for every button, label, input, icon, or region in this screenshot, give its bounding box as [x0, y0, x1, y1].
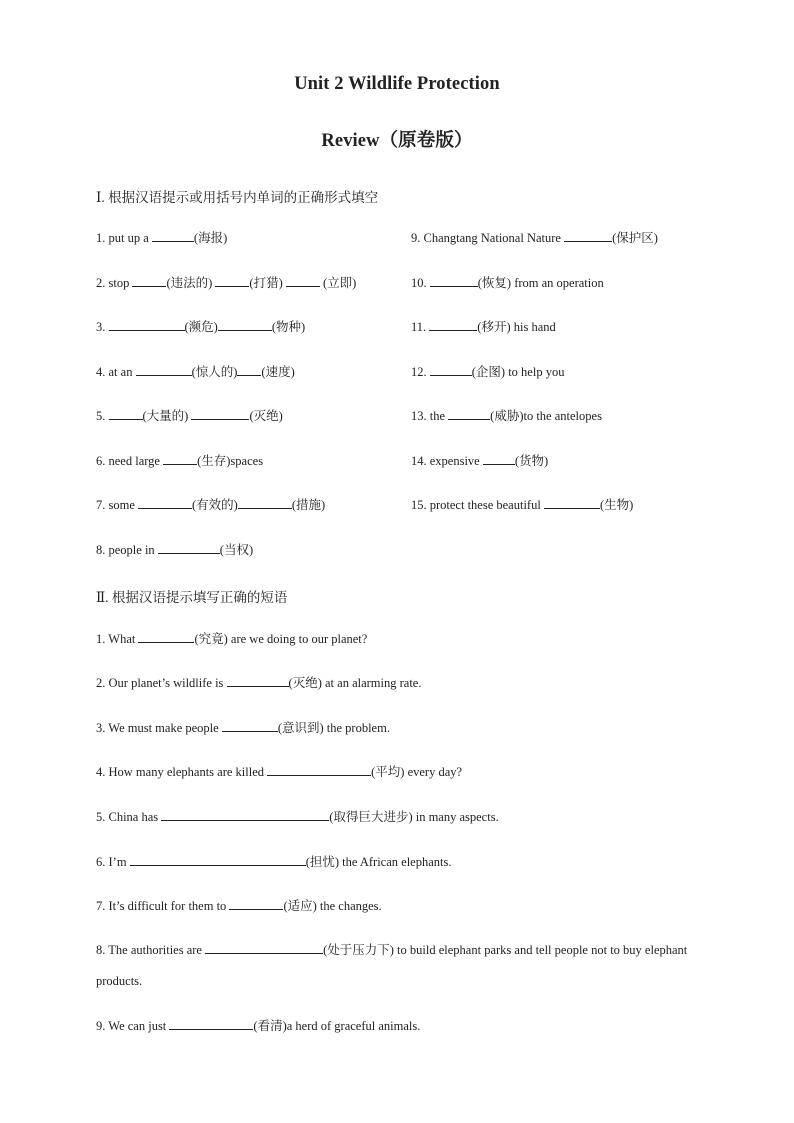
answer-blank[interactable] [483, 453, 515, 465]
item-text: (处于压力下) to build elephant parks and tell people not to buy elephant products. [96, 943, 688, 988]
item-text: 11. [411, 320, 430, 334]
exercise-item [96, 935, 706, 997]
answer-blank[interactable] [430, 364, 472, 376]
item-hint: (当权) [219, 543, 254, 557]
answer-blank[interactable] [267, 764, 371, 776]
item-hint: (保护区) [612, 231, 658, 245]
answer-blank[interactable] [132, 275, 166, 287]
exercise-item [96, 453, 263, 469]
item-text: 3. We must make people [96, 721, 222, 735]
section-2-heading: Ⅱ. 根据汉语提示填写正确的短语 [96, 590, 288, 605]
item-text: 2. Our planet’s wildlife is [96, 676, 227, 690]
item-hint: (货物) [514, 454, 549, 468]
answer-blank[interactable] [448, 408, 490, 420]
item-hint: (生存)spaces [197, 454, 264, 468]
exercise-item [96, 542, 253, 558]
item-hint: (惊人的) [191, 365, 238, 379]
item-hint: (恢复) from an operation [477, 276, 604, 290]
answer-blank[interactable] [138, 631, 194, 643]
exercise-item [411, 408, 602, 424]
item-text: 13. the [411, 409, 449, 423]
item-hint: (威胁)to the antelopes [490, 409, 602, 423]
exercise-item [96, 1018, 420, 1034]
item-text: 7. some [96, 498, 139, 512]
exercise-item [96, 898, 382, 914]
answer-blank[interactable] [138, 497, 192, 509]
item-hint: (海报) [193, 231, 228, 245]
answer-blank[interactable] [227, 675, 289, 687]
item-hint: (濒危) [184, 320, 218, 334]
exercise-item [96, 230, 227, 246]
answer-blank[interactable] [161, 809, 329, 821]
answer-blank[interactable] [215, 275, 249, 287]
item-text: (适应) the changes. [283, 899, 382, 913]
item-hint: (生物) [599, 498, 634, 512]
answer-blank[interactable] [222, 720, 278, 732]
item-hint: (立即) [319, 276, 357, 290]
answer-blank[interactable] [286, 275, 320, 287]
item-hint: (速度) [261, 365, 295, 379]
item-text: 12. [411, 365, 430, 379]
item-text: 9. Changtang National Nature [411, 231, 565, 245]
item-hint: (有效的) [192, 498, 238, 512]
item-hint: (措施) [291, 498, 326, 512]
item-text: 1. What [96, 632, 139, 646]
item-text: 2. stop [96, 276, 133, 290]
exercise-item [411, 497, 633, 513]
exercise-item [96, 675, 421, 691]
answer-blank[interactable] [544, 497, 600, 509]
exercise-item [96, 497, 325, 513]
page-title: Unit 2 Wildlife Protection [294, 74, 500, 94]
answer-blank[interactable] [152, 230, 194, 242]
section-1-heading: Ⅰ. 根据汉语提示或用括号内单词的正确形式填空 [96, 190, 379, 205]
item-text: 1. put up a [96, 231, 152, 245]
item-text: 15. protect these beautiful [411, 498, 544, 512]
item-text: 8. people in [96, 543, 158, 557]
exercise-item [411, 275, 604, 291]
item-hint: (大量的) [142, 409, 192, 423]
item-text: 3. [96, 320, 109, 334]
item-text: 4. at an [96, 365, 136, 379]
answer-blank[interactable] [238, 497, 292, 509]
answer-blank[interactable] [429, 319, 477, 331]
page-subtitle: Review（原卷版） [321, 131, 473, 151]
exercise-item [96, 408, 283, 424]
item-text: 10. [411, 276, 430, 290]
item-text: (意识到) the problem. [277, 721, 390, 735]
item-hint: (移开) his hand [477, 320, 556, 334]
exercise-item [411, 364, 564, 380]
answer-blank[interactable] [191, 408, 249, 420]
answer-blank[interactable] [130, 854, 306, 866]
item-hint: (违法的) [166, 276, 216, 290]
answer-blank[interactable] [169, 1018, 253, 1030]
item-hint: (企图) to help you [471, 365, 565, 379]
item-text: 4. How many elephants are killed [96, 765, 268, 779]
exercise-item [96, 764, 462, 780]
answer-blank[interactable] [430, 275, 478, 287]
exercise-item [96, 854, 451, 870]
exercise-item [96, 319, 305, 335]
item-hint: (灭绝) [249, 409, 283, 423]
exercise-item [96, 275, 356, 291]
item-hint: (打猎) [249, 276, 286, 290]
answer-blank[interactable] [205, 942, 323, 954]
exercise-item [96, 631, 367, 647]
exercise-item [411, 319, 556, 335]
answer-blank[interactable] [163, 453, 197, 465]
answer-blank[interactable] [229, 898, 283, 910]
item-text: 14. expensive [411, 454, 483, 468]
item-text: (灭绝) at an alarming rate. [288, 676, 422, 690]
item-text: (究竟) are we doing to our planet? [194, 632, 368, 646]
item-hint: (物种) [271, 320, 306, 334]
answer-blank[interactable] [109, 319, 185, 331]
item-text: (担忧) the African elephants. [305, 855, 452, 869]
answer-blank[interactable] [136, 364, 192, 376]
item-text: (取得巨大进步) in many aspects. [329, 810, 499, 824]
item-text: 6. need large [96, 454, 164, 468]
item-text: 9. We can just [96, 1019, 170, 1033]
item-text: 8. The authorities are [96, 943, 206, 957]
answer-blank[interactable] [158, 542, 220, 554]
item-text: (看清)a herd of graceful animals. [253, 1019, 421, 1033]
exercise-item [96, 720, 390, 736]
item-text: 7. It’s difficult for them to [96, 899, 230, 913]
answer-blank[interactable] [237, 364, 261, 376]
exercise-item [411, 453, 548, 469]
answer-blank[interactable] [218, 319, 272, 331]
item-text: 5. China has [96, 810, 162, 824]
exercise-item [411, 230, 658, 246]
exercise-item [96, 364, 295, 380]
exercise-item [96, 809, 499, 825]
answer-blank[interactable] [564, 230, 612, 242]
item-text: 5. [96, 409, 109, 423]
answer-blank[interactable] [109, 408, 143, 420]
item-text: (平均) every day? [371, 765, 463, 779]
item-text: 6. I’m [96, 855, 130, 869]
